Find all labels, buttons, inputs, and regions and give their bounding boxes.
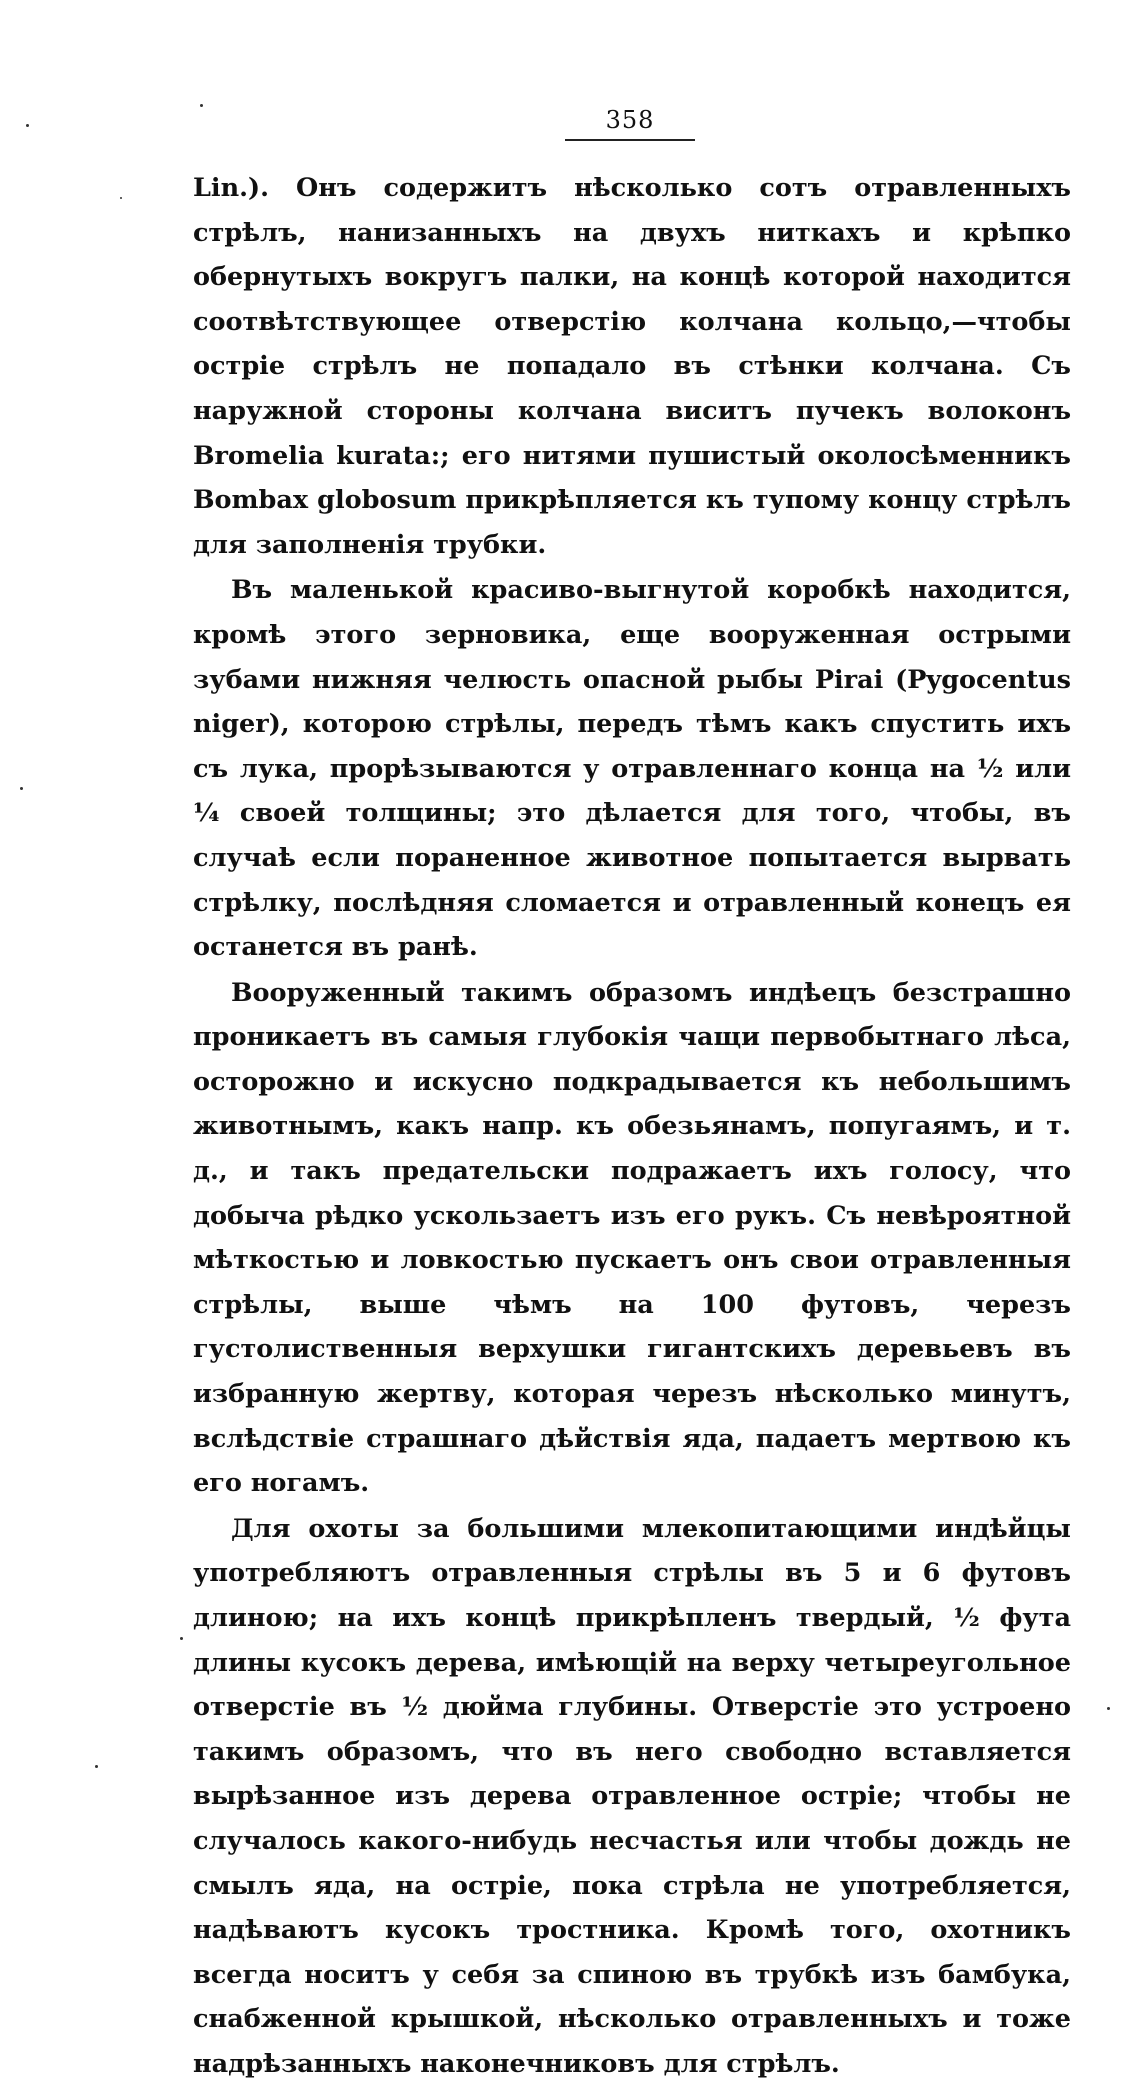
scan-speck (26, 124, 29, 127)
scan-speck (20, 787, 23, 790)
paragraph-3: Вооруженный такимъ образомъ индѣецъ безстрашно проникаетъ въ самыя глубокія чащи первобытнаго лѣса, осторожно и искусно подкрадывается къ небольшимъ животнымъ, какъ напр. къ обезьянамъ, попугаямъ, и т. д., и такъ предательски подражаетъ ихъ голосу, что добыча рѣдко ускользаетъ изъ его рукъ. Съ невѣроятной мѣткостью и ловкостью пускаетъ онъ свои отравленныя стрѣлы, выше чѣмъ на 100 футовъ, черезъ густолиственныя верхушки гигантскихъ деревьевъ въ избранную жертву, которая черезъ нѣсколько минутъ, вслѣдствіе страшнаго дѣйствія яда, падаетъ мертвою къ его ногамъ. (193, 977, 1071, 1499)
scan-speck (120, 197, 122, 199)
page-number: 358 (605, 106, 655, 134)
paragraph-1: Lin.). Онъ содержитъ нѣсколько сотъ отравленныхъ стрѣлъ, нанизанныхъ на двухъ ниткахъ и крѣпко обернутыхъ вокругъ палки, на концѣ которой находится соотвѣтствующее отверстію колчана кольцо,—чтобы остріе стрѣлъ не попадало въ стѣнки колчана. Съ наружной стороны колчана виситъ пучекъ волоконъ Bromelia kurata:; его нитями пушистый околосѣменникъ Bombax globosum прикрѣпляется къ тупому концу стрѣлъ для заполненія трубки. (193, 173, 1071, 560)
scan-speck (95, 1765, 98, 1768)
scan-speck (180, 1637, 183, 1640)
page-number-rule (565, 139, 695, 141)
body-text (193, 166, 1071, 2088)
paragraph-2: Въ маленькой красиво-выгнутой коробкѣ находится, кромѣ этого зерновика, еще вооруженная острыми зубами нижняя челюсть опасной рыбы Pirai (Pygocentus niger), которою стрѣлы, передъ тѣмъ какъ спустить ихъ съ лука, прорѣзываются у отравленнаго конца на ½ или ¼ своей толщины; это дѣлается для того, чтобы, въ случаѣ если пораненное животное попытается вырвать стрѣлку, послѣдняя сломается и отравленный конецъ ея останется въ ранѣ. (193, 575, 1071, 963)
scan-speck (200, 104, 203, 107)
paragraph-4: Для охоты за большими млекопитающими индѣйцы употребляютъ отравленныя стрѣлы въ 5 и 6 футовъ длиною; на ихъ концѣ прикрѣпленъ твердый, ½ фута длины кусокъ дерева, имѣющій на верху четыреугольное отверстіе въ ½ дюйма глубины. Отверстіе это устроено такимъ образомъ, что въ него свободно вставляется вырѣзанное изъ дерева отравленное остріе; чтобы не случалось какого-нибудь несчастья или чтобы дождь не смылъ яда, на остріе, пока стрѣла не употребляется, надѣваютъ кусокъ тростника. Кромѣ того, охотникъ всегда носитъ у себя за спиною въ трубкѣ изъ бамбука, снабженной крышкой, нѣсколько отравленныхъ и тоже надрѣзанныхъ наконечниковъ для стрѣлъ. (193, 1513, 1071, 2079)
scan-speck (1107, 1707, 1110, 1710)
